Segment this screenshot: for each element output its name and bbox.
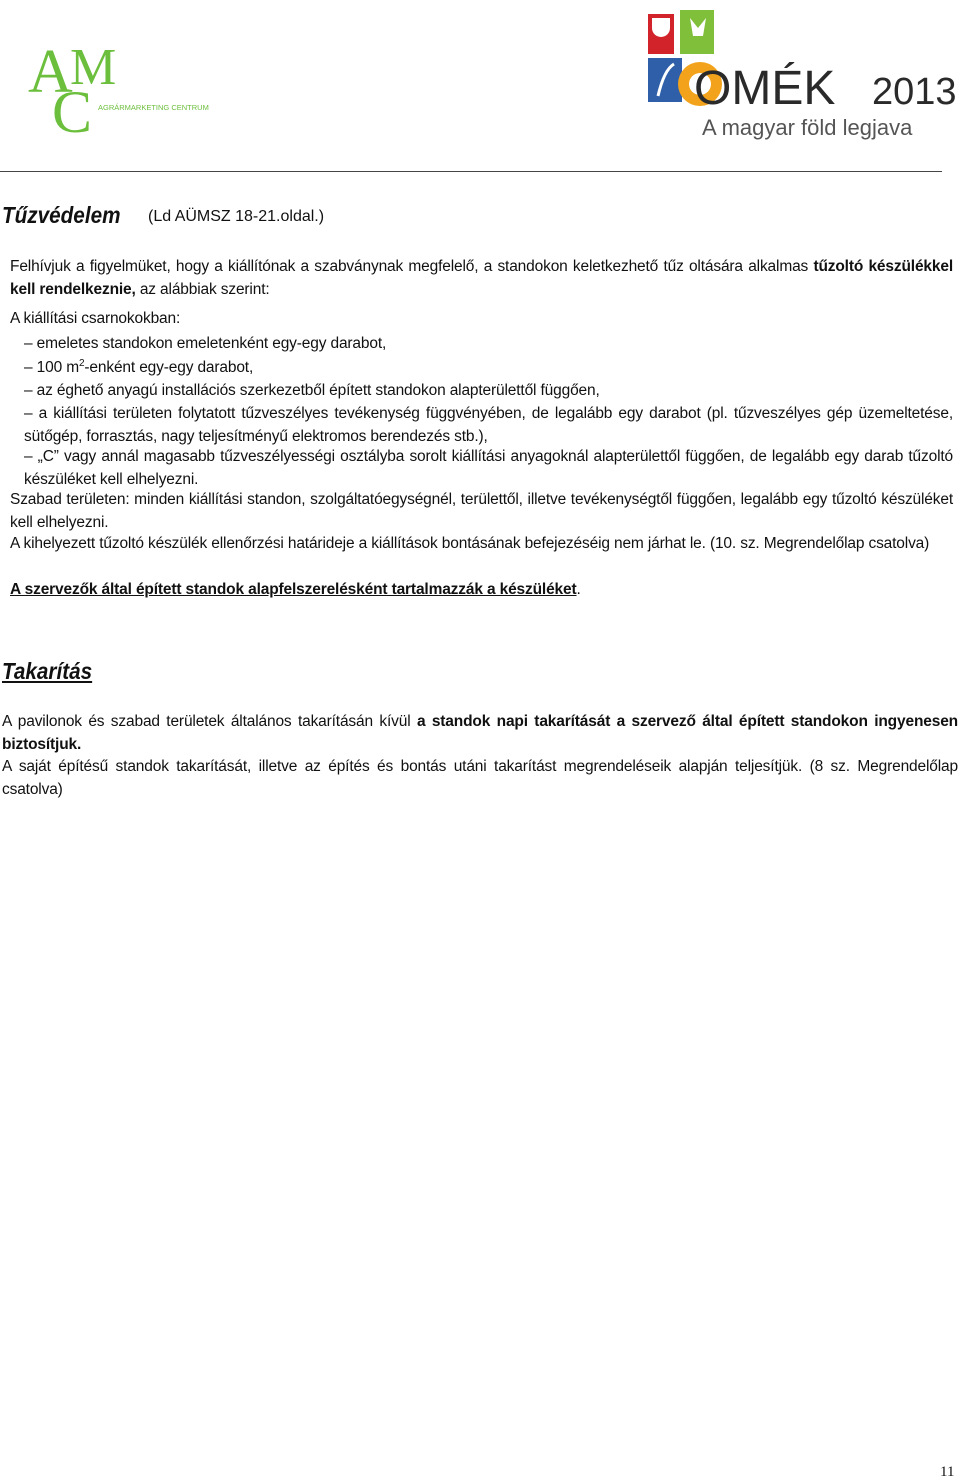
section-heading-fire-protection: Tűzvédelem [2,202,121,228]
svg-text:A: A [28,38,73,106]
inspection-paragraph: A kihelyezett tűzoltó készülék ellenőrzési határideje a kiállítások bontásának befejezéséig nem járhat le. (10. sz. Megrendelőlap csatolva) [10,535,930,552]
amc-logo [28,38,209,145]
cleaning-paragraph-2: A saját építésű standok takarítását, illetve az építés és bontás utáni takarítást megrendeléseik alapján teljesítjük. (8 sz. Megrendelőlap csatolva) [2,758,958,798]
list-item: – emeletes standokon emeletenként egy-egy darabot, [24,335,387,352]
svg-text:C: C [52,79,93,145]
amc-logo-icon [28,38,209,145]
fire-intro-text: Felhívjuk a figyelmüket, hogy a kiállítónak a szabványnak megfelelő, a standokon keletkezhető tűz oltására alkalmas [10,258,814,275]
fire-intro-paragraph [10,256,953,301]
svg-text:M: M [70,39,117,96]
list-item: – „C” vagy annál magasabb tűzveszélyességi osztályba sorolt kiállítási anyagoknál alapterülettől függően, de legalább egy darab tűzoltó készüléket kell elhelyezni. [24,448,953,488]
page-number: 11 [940,1464,955,1480]
page-header [0,0,960,175]
organizer-note: A szervezők által épített standok alapfelszerelésként tartalmazzák a készüléket. [10,581,581,598]
fire-intro-end: az alábbiak szerint: [135,280,270,298]
header-divider [0,171,942,172]
omek-logo-icon [640,8,960,143]
section-reference: (Ld AÜMSZ 18-21.oldal.) [148,208,325,225]
svg-text:2013: 2013 [872,71,957,113]
svg-text:OMÉK: OMÉK [694,62,836,115]
omek-logo [640,8,960,143]
cleaning-paragraph-1: A pavilonok és szabad területek általános takarításán kívül a standok napi takarítását a szervező által épített standokon ingyenesen biztosítjuk. [2,713,958,753]
svg-text:AGRÁRMARKETING CENTRUM: AGRÁRMARKETING CENTRUM [98,103,209,112]
section-heading-cleaning: Takarítás [2,658,93,684]
list-item: – 100 $m^2$-enként egy-egy darabot, [24,357,254,376]
list-item: – az éghető anyagú installációs szerkezetből épített standokon alapterülettől függően, [24,382,600,399]
svg-text:A magyar föld legjava: A magyar föld legjava [702,115,913,140]
list-item: – a kiállítási területen folytatott tűzveszélyes tevékenység függvényében, de legalább egy darabot (pl. tűzveszélyes gép üzemeltetése, sütőgép, forrasztás, nagy teljesítményű elektromos berendezés stb.), [24,405,953,445]
fire-intro-bold: tűzoltó készülékkel kell rendelkeznie, [10,258,953,298]
halls-label: A kiállítási csarnokokban: [10,310,181,327]
open-area-paragraph: Szabad területen: minden kiállítási standon, szolgáltatóegységnél, területtől, illetve tevékenységtől függően, legalább egy tűzoltó készüléket kell elhelyezni. [10,491,953,531]
